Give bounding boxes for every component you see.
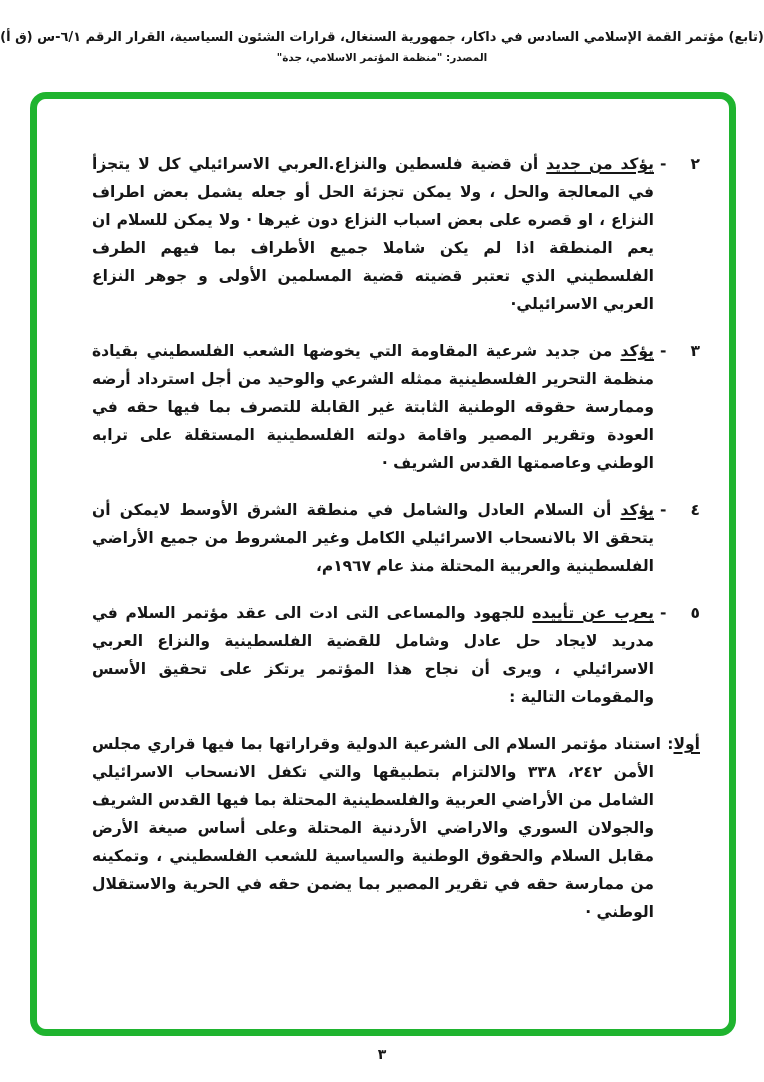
item-number-cell: [654, 150, 700, 318]
resolution-item-5: [92, 599, 700, 711]
item-number: ٣: [690, 342, 700, 360]
item-number: ٢: [690, 155, 700, 173]
item-text: [92, 599, 654, 711]
firstly-label-underlined: أولا: [673, 735, 700, 753]
item-text: [92, 496, 654, 580]
item-number: ٥: [690, 604, 700, 622]
header-title-line: (تابع) مؤتمر القمة الإسلامي السادس في داكار، جمهورية السنغال، قرارات الشئون السياسية، القرار الرقم ٦/١-س (ق أ): [0, 30, 764, 45]
item-body: أن السلام العادل والشامل في منطقة الشرق الأوسط لايمكن أن يتحقق الا بالانسحاب الاسرائيلي الكامل وغير المشروط من جميع الأراضي الفلسطينية والعربية المحتلة منذ عام ١٩٦٧م،: [92, 501, 654, 575]
item-text: [92, 150, 654, 318]
item-number-cell: [654, 599, 700, 711]
document-header: [0, 30, 764, 64]
item-number: ٤: [690, 501, 700, 519]
item-body: أن قضية فلسطين والنزاع.العربي الاسرائيلي كل لا يتجزأ في المعالجة والحل ، ولا يمكن تجزئة الحل أو جعله يشمل بعض اطراف النزاع ، او قصره على بعض اسباب النزاع دون غيرها · ولا يمكن للسلام ان يعم المنطقة اذا لم يكن شاملا جميع الأطراف بما فيهم الطرف الفلسطيني الذي تعتبر قضيته قضية المسلمين الأولى و جوهر النزاع العربي الاسرائيلي·: [92, 155, 654, 313]
item-dash: -: [660, 342, 667, 360]
item-dash: -: [660, 155, 667, 173]
item-lead-underlined: يؤكد: [620, 501, 654, 519]
item-body: للجهود والمساعى التى ادت الى عقد مؤتمر السلام في مدريد لايجاد حل عادل وشامل للقضية الفلسطينية والنزاع العربي الاسرائيلي ، ويرى أن نجاح هذا المؤتمر يرتكز على تحقيق الأسس والمقومات التالية :: [92, 604, 654, 706]
firstly-paragraph: [92, 730, 700, 926]
item-body: من جديد شرعية المقاومة التي يخوضها الشعب الفلسطيني بقيادة منظمة التحرير الفلسطينية ممثله الشرعي والوحيد من أجل استرداد أرضه وممارسة حقوقه الوطنية الثابتة غير القابلة للتصرف بما فيها حقه في العودة وتقرير المصير واقامة دولته الفلسطينية المستقلة على ترابه الوطني وعاصمتها القدس الشريف ·: [92, 342, 654, 472]
resolution-item-3: [92, 337, 700, 477]
item-text: [92, 337, 654, 477]
item-dash: -: [660, 604, 667, 622]
page-number: ٣: [377, 1047, 387, 1063]
firstly-body: استناد مؤتمر السلام الى الشرعية الدولية وقراراتها بما فيها قراري مجلس الأمن ٢٤٢، ٣٣٨ والالتزام بتطبيقها والتي تكفل الانسحاب الاسرائيلي الشامل من الأراضي العربية والفلسطينية المحتلة بما فيها القدس الشريف والجولان السوري والاراضي الأردنية المحتلة وعلى أساس صيغة الأرض مقابل السلام والحقوق الوطنية والسياسية للشعب الفلسطيني ، وتمكينه من ممارسة حقه في تقرير المصير بما يضمن حقه في الحرية والاستقلال الوطني ·: [92, 735, 668, 921]
resolution-text-block: [92, 150, 700, 926]
firstly-colon: :: [667, 735, 674, 753]
header-source-line: المصدر: "منظمة المؤتمر الاسلامي، جدة": [276, 52, 488, 64]
item-number-cell: [654, 496, 700, 580]
item-number-cell: [654, 337, 700, 477]
item-dash: -: [660, 501, 667, 519]
item-lead-underlined: يؤكد من جديد: [546, 155, 654, 173]
item-lead-underlined: يعرب عن تأييده: [532, 604, 654, 622]
resolution-item-4: [92, 496, 700, 580]
item-lead-underlined: يؤكد: [620, 342, 654, 360]
resolution-item-2: [92, 150, 700, 318]
